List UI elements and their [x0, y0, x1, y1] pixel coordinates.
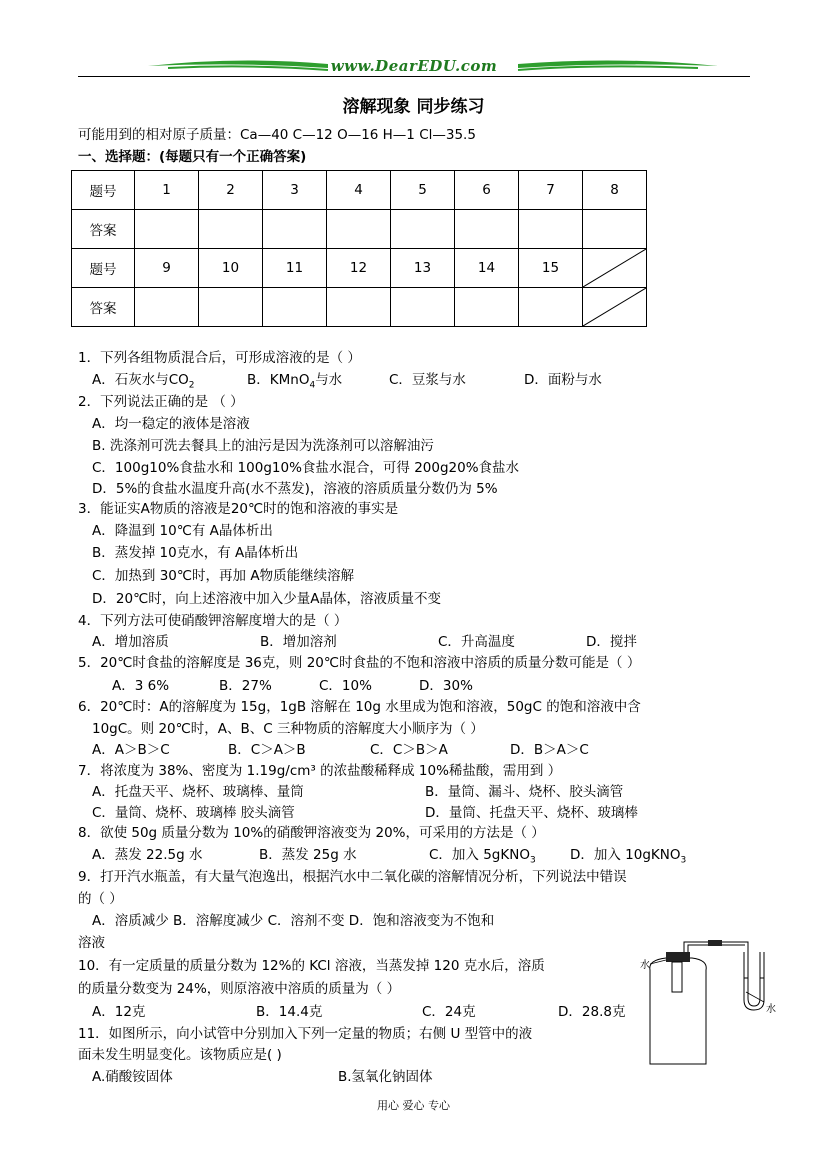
q6-stem-line2: 10gC。则 20℃时，A、B、C 三种物质的溶解度大小顺序为（ ）: [92, 721, 484, 737]
answer-cell[interactable]: [519, 288, 583, 327]
q9-stem-line1: 9．打开汽水瓶盖，有大量气泡逸出，根据汽水中二氧化碳的溶解情况分析，下列说法中错误: [78, 869, 627, 885]
table-cell: 8: [583, 171, 647, 210]
table-cell: 12: [327, 249, 391, 288]
q5-option-d: D．30%: [419, 678, 473, 694]
q7-stem: 7．将浓度为 38%、密度为 1.19g/cm³ 的浓盐酸稀释成 10%稀盐酸，需用到 ）: [78, 763, 562, 779]
q4-option-b: B．增加溶剂: [260, 634, 337, 650]
table-row: [72, 288, 647, 327]
apparatus-figure: [636, 930, 776, 1074]
q8-option-d: D．加入 10gKNO$_3$: [570, 847, 687, 866]
table-cell: 2: [199, 171, 263, 210]
q6-options: [92, 740, 589, 760]
q7-option-c: C．量筒、烧杯、玻璃棒 胶头滴管: [92, 805, 295, 821]
q11-option-a: A.硝酸铵固体: [92, 1069, 173, 1085]
q11-stem-line1: 11．如图所示，向小试管中分别加入下列一定量的物质；右侧 U 型管中的液: [78, 1026, 533, 1042]
q8-option-a: A．蒸发 22.5g 水: [92, 847, 203, 863]
answer-table: [71, 170, 647, 327]
q2-option-a: A．均一稳定的液体是溶液: [92, 416, 250, 432]
site-url: www.DearEDU.com: [330, 57, 498, 75]
q11-stem-line2: 面未发生明显变化。该物质应是( ): [78, 1047, 282, 1063]
q2-option-c: C．100g10%食盐水和 100g10%食盐水混合，可得 200g20%食盐水: [92, 460, 520, 476]
q11-option-b: B.氢氧化钠固体: [338, 1069, 433, 1085]
table-cell: 3: [263, 171, 327, 210]
q9-options: A．溶质减少 B．溶解度减少 C．溶剂不变 D．饱和溶液变为不饱和: [92, 913, 495, 929]
q8-option-c: C．加入 5gKNO$_3$: [429, 847, 536, 866]
q6-option-a: A．A＞B＞C: [92, 742, 170, 758]
answer-cell[interactable]: [263, 210, 327, 249]
table-cell: 9: [135, 249, 199, 288]
q7-option-d: D．量筒、托盘天平、烧杯、玻璃棒: [425, 805, 638, 821]
q4-stem: 4．下列方法可使硝酸钾溶解度增大的是（ ）: [78, 613, 348, 629]
q6-stem-line1: 6．20℃时：A的溶解度为 15g，1gB 溶解在 10g 水里成为饱和溶液，50gC 的饱和溶液中含: [78, 699, 641, 715]
answer-cell[interactable]: [135, 210, 199, 249]
table-cell: 5: [391, 171, 455, 210]
table-row: [72, 249, 647, 288]
q1-option-a: A．石灰水与$CO_2$: [92, 372, 195, 391]
answer-cell[interactable]: [455, 288, 519, 327]
q10-option-d: D．28.8克: [558, 1004, 626, 1020]
q8-stem: 8．欲使 50g 质量分数为 10%的硝酸钾溶液变为 20%，可采用的方法是（ ）: [78, 825, 545, 841]
q3-option-a: A．降温到 10℃有 A晶体析出: [92, 523, 273, 539]
q10-option-a: A．12克: [92, 1004, 146, 1020]
q7-options-row1: [92, 782, 623, 802]
q4-options: [92, 632, 637, 652]
q10-option-b: B．14.4克: [256, 1004, 323, 1020]
q5-option-c: C．10%: [319, 678, 372, 694]
q8-option-b: B．蒸发 25g 水: [259, 847, 357, 863]
page-title: 溶解现象 同步练习: [342, 97, 485, 117]
header-rule: [78, 76, 750, 77]
table-cell: 题号: [72, 249, 135, 288]
q7-options-row2: [92, 803, 638, 823]
q9-stem-line2: 的（ ）: [78, 891, 123, 907]
table-row: [72, 171, 647, 210]
table-cell: 15: [519, 249, 583, 288]
q10-option-c: C．24克: [422, 1004, 476, 1020]
answer-cell[interactable]: [263, 288, 327, 327]
q4-option-c: C．升高温度: [438, 634, 515, 650]
diagonal-line-icon: [583, 249, 646, 287]
q5-options: [112, 676, 473, 696]
q1-stem: 1．下列各组物质混合后，可形成溶液的是（ ）: [78, 350, 361, 366]
answer-cell[interactable]: [391, 210, 455, 249]
answer-cell[interactable]: [391, 288, 455, 327]
table-cell: 14: [455, 249, 519, 288]
table-cell: 7: [519, 171, 583, 210]
table-cell: 1: [135, 171, 199, 210]
water-label-left: 水: [640, 960, 650, 971]
q6-option-b: B．C＞A＞B: [228, 742, 306, 758]
q3-stem: 3．能证实A物质的溶液是20℃时的饱和溶液的事实是: [78, 501, 399, 517]
answer-cell[interactable]: [327, 288, 391, 327]
q1-option-d: D．面粉与水: [524, 372, 602, 388]
q7-option-b: B．量筒、漏斗、烧杯、胶头滴管: [425, 784, 624, 800]
water-label-right: 水: [766, 1004, 776, 1015]
q7-option-a: A．托盘天平、烧杯、玻璃棒、量筒: [92, 784, 304, 800]
table-row: [72, 210, 647, 249]
q6-option-c: C．C＞B＞A: [370, 742, 448, 758]
table-cell: 答案: [72, 210, 135, 249]
page-footer: 用心 爱心 专心: [377, 1099, 450, 1112]
flask-u-tube-diagram: [636, 930, 776, 1070]
q10-stem-line1: 10．有一定质量的质量分数为 12%的 KCl 溶液，当蒸发掉 120 克水后，溶质: [78, 958, 545, 974]
q1-option-b: B．KMnO$_4$与水: [247, 372, 343, 391]
q10-stem-line2: 的质量分数变为 24%，则原溶液中溶质的质量为（ ）: [78, 981, 401, 997]
q4-option-a: A．增加溶质: [92, 634, 169, 650]
q5-stem: 5．20℃时食盐的溶解度是 36克，则 20℃时食盐的不饱和溶液中溶质的质量分数可能是（ ）: [78, 655, 641, 671]
q6-option-d: D．B＞A＞C: [510, 742, 589, 758]
section-heading: 一、选择题：(每题只有一个正确答案): [78, 149, 307, 165]
q2-option-d: D．5%的食盐水温度升高(水不蒸发)，溶液的溶质质量分数仍为 5%: [92, 481, 498, 497]
q3-option-c: C．加热到 30℃时，再加 A物质能继续溶解: [92, 568, 355, 584]
q5-option-b: B．27%: [219, 678, 272, 694]
q2-option-b: B. 洗涤剂可洗去餐具上的油污是因为洗涤剂可以溶解油污: [92, 438, 434, 454]
table-cell: 答案: [72, 288, 135, 327]
blank-diagonal-cell: [583, 288, 647, 327]
q3-option-b: B．蒸发掉 10克水，有 A晶体析出: [92, 545, 299, 561]
diagonal-line-icon: [583, 288, 646, 326]
answer-cell[interactable]: [519, 210, 583, 249]
table-cell: 10: [199, 249, 263, 288]
q11-options: [92, 1067, 433, 1087]
answer-cell[interactable]: [327, 210, 391, 249]
answer-cell[interactable]: [583, 210, 647, 249]
q10-options: [92, 1002, 625, 1022]
answer-cell[interactable]: [135, 288, 199, 327]
q1-option-c: C．豆浆与水: [389, 372, 466, 388]
q4-option-d: D．搅拌: [586, 634, 637, 650]
q2-stem: 2．下列说法正确的是 （ ）: [78, 394, 244, 410]
blank-diagonal-cell: [583, 249, 647, 288]
answer-cell[interactable]: [199, 210, 263, 249]
atomic-masses: 可能用到的相对原子质量：Ca—40 C—12 O—16 H—1 Cl—35.5: [78, 127, 476, 143]
q9-options-continued: 溶液: [78, 935, 105, 951]
table-cell: 6: [455, 171, 519, 210]
q5-option-a: A．3 6%: [112, 678, 170, 694]
table-cell: 11: [263, 249, 327, 288]
q3-option-d: D．20℃时，向上述溶液中加入少量A晶体，溶液质量不变: [92, 591, 441, 607]
table-cell: 13: [391, 249, 455, 288]
table-cell: 4: [327, 171, 391, 210]
table-cell: 题号: [72, 171, 135, 210]
answer-cell[interactable]: [455, 210, 519, 249]
answer-cell[interactable]: [199, 288, 263, 327]
